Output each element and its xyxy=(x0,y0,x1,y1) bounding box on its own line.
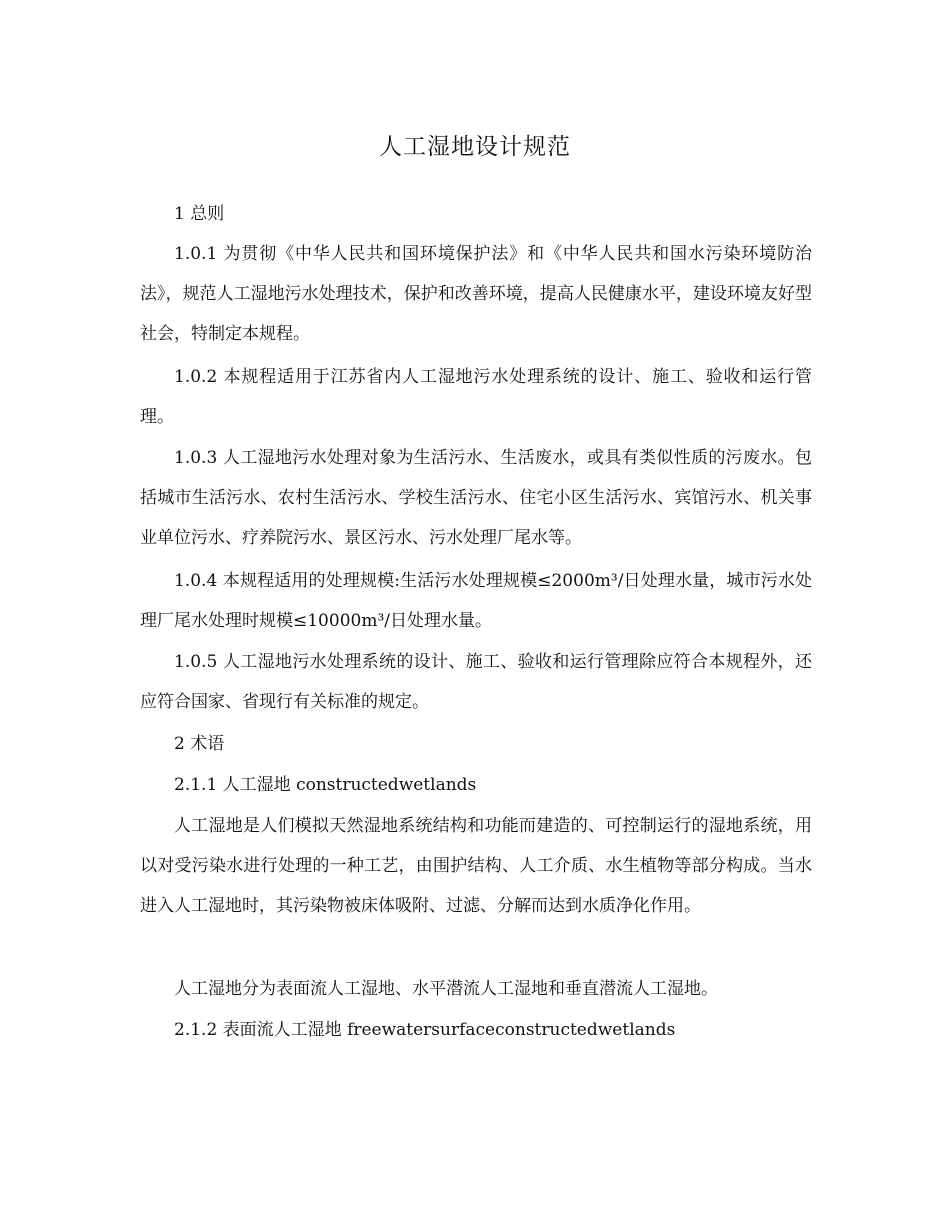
clause-1-0-3: 1.0.3 人工湿地污水处理对象为生活污水、生活废水，或具有类似性质的污废水。包括城市生活污水、农村生活污水、学校生活污水、住宅小区生活污水、宾馆污水、机关事业单位污水、疗养院污水、景区污水、污水处理厂尾水等。 xyxy=(140,448,812,548)
term-definition-2-1-1: 人工湿地是人们模拟天然湿地系统结构和功能而建造的、可控制运行的湿地系统，用以对受污染水进行处理的一种工艺，由围护结构、人工介质、水生植物等部分构成。当水进入人工湿地时，其污染物被床体吸附、过滤、分解而达到水质净化作用。 xyxy=(140,816,812,916)
clause-1-0-4: 1.0.4 本规程适用的处理规模:生活污水处理规模≤2000m³/日处理水量，城市污水处理厂尾水处理时规模≤10000m³/日处理水量。 xyxy=(140,571,812,631)
section-heading-general: 1 总则 xyxy=(174,204,225,224)
term-heading-2-1-2: 2.1.2 表面流人工湿地 freewatersurfaceconstructedwetlands xyxy=(174,1020,676,1040)
clause-1-0-5: 1.0.5 人工湿地污水处理系统的设计、施工、验收和运行管理除应符合本规程外，还应符合国家、省现行有关标准的规定。 xyxy=(140,652,812,712)
clause-1-0-1: 1.0.1 为贯彻《中华人民共和国环境保护法》和《中华人民共和国水污染环境防治法》，规范人工湿地污水处理技术，保护和改善环境，提高人民健康水平，建设环境友好型社会，特制定本规程。 xyxy=(140,244,812,344)
section-heading-terms: 2 术语 xyxy=(174,734,225,754)
term-types-paragraph: 人工湿地分为表面流人工湿地、水平潜流人工湿地和垂直潜流人工湿地。 xyxy=(174,979,718,999)
document-title: 人工湿地设计规范 xyxy=(379,134,571,160)
term-heading-2-1-1: 2.1.1 人工湿地 constructedwetlands xyxy=(174,775,477,795)
clause-1-0-2: 1.0.2 本规程适用于江苏省内人工湿地污水处理系统的设计、施工、验收和运行管理。 xyxy=(140,367,812,427)
